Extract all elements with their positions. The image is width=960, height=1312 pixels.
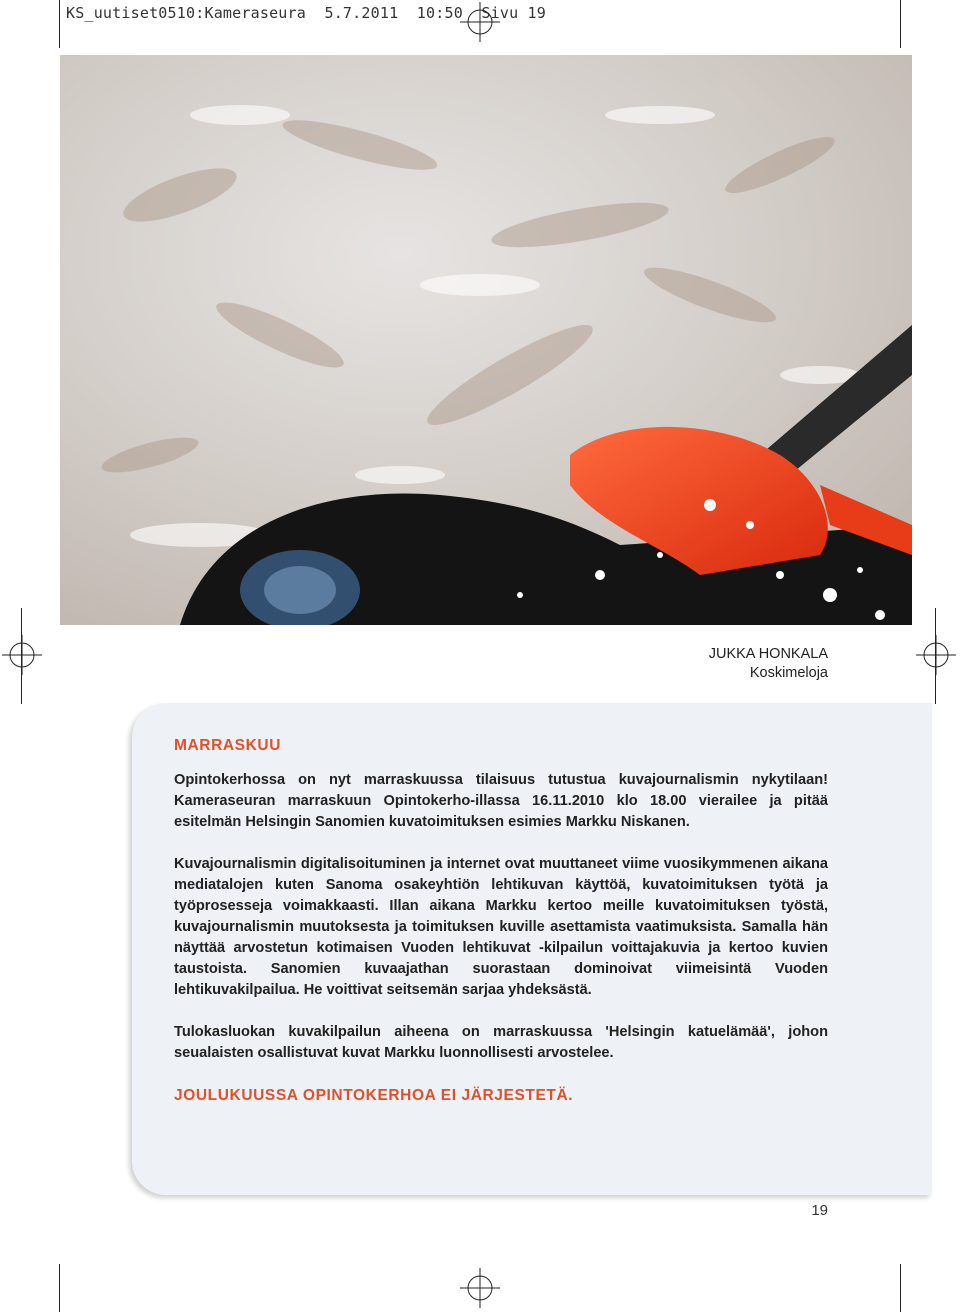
- registration-mark-top-icon: [460, 2, 500, 42]
- registration-mark-left-icon: [2, 635, 42, 675]
- article-heading: MARRASKUU: [174, 737, 282, 754]
- registration-mark-right-icon: [916, 635, 956, 675]
- article-paragraph: Opintokerhossa on nyt marraskuussa tilaisuus tutustua kuvajournalismin nykytilaan! Kameraseuran marraskuun Opintokerho-illassa 16.11.2010 klo 18.00 vierailee ja pitää esitelmän Helsingin Sanomien kuvatoimituksen esimies Markku Niskanen.: [174, 772, 828, 830]
- crop-mark-bottom-right: [900, 1264, 901, 1312]
- print-slug: KS_uutiset0510:Kameraseura 5.7.2011 10:50 Sivu 19: [66, 4, 546, 22]
- crop-mark-top-right: [900, 0, 901, 48]
- kayak-photo: [60, 55, 912, 625]
- crop-mark-bottom-left: [59, 1264, 60, 1312]
- photo-credit: [709, 645, 828, 683]
- crop-mark-top-left: [59, 0, 60, 48]
- article-paragraph: Kuvajournalismin digitalisoituminen ja internet ovat muuttaneet viime vuosikymmenen aikana mediatalojen kuten Sanoma osakeyhtiön lehtikuvan käyttöä, kuvatoimituksen työtä ja työprosesseja voimakkaasti. Illan aikana Markku kertoo meille kuvatoimituksen työstä, kuvajournalismin muutoksesta ja toimituksen kuville asettamista vaatimuksista. Samalla hän näyttää arvostetun kotimaisen Vuoden lehtikuvat -kilpailun voittajakuvia ja kertoo kuvien taustoista. Sanomien kuvaajathan suorastaan dominoivat viimeisintä Vuoden lehtikuvakilpailua. He voittivat seitsemän sarjaa yhdeksästä.: [174, 856, 828, 998]
- registration-mark-bottom-icon: [460, 1268, 500, 1308]
- article-body: [174, 735, 828, 1106]
- kayak-photo-illustration: [60, 55, 912, 625]
- page-number: 19: [811, 1202, 828, 1219]
- photo-caption: Koskimeloja: [749, 665, 828, 681]
- article-panel: [132, 703, 932, 1195]
- article-footer-heading: JOULUKUUSSA OPINTOKERHOA EI JÄRJESTETÄ.: [174, 1087, 574, 1104]
- photographer-name: JUKKA HONKALA: [708, 646, 828, 662]
- article-paragraph: Tulokasluokan kuvakilpailun aiheena on marraskuussa 'Helsingin katuelämää', johon seualaisten osallistuvat kuvat Markku luonnollisesti arvostelee.: [174, 1024, 828, 1061]
